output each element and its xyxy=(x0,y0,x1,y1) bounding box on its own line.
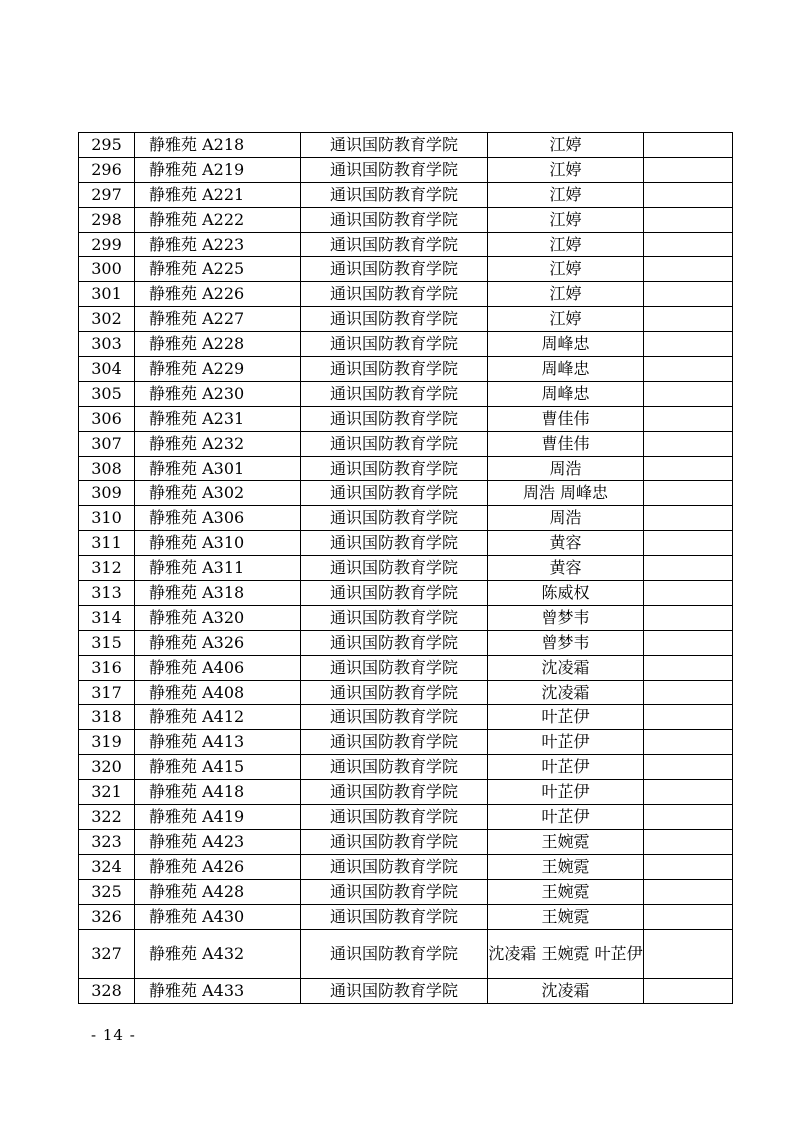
remarks-cell xyxy=(644,381,733,406)
remarks-cell xyxy=(644,332,733,357)
college-cell: 通识国防教育学院 xyxy=(301,879,488,904)
person-in-charge-cell: 江婷 xyxy=(488,157,644,182)
person-in-charge-cell: 江婷 xyxy=(488,207,644,232)
remarks-cell xyxy=(644,929,733,979)
remarks-cell xyxy=(644,257,733,282)
room-cell: 静雅苑 A428 xyxy=(135,879,301,904)
person-in-charge-cell: 周峰忠 xyxy=(488,381,644,406)
row-number-cell: 317 xyxy=(79,680,135,705)
table-row xyxy=(79,581,733,606)
college-cell: 通识国防教育学院 xyxy=(301,182,488,207)
college-cell: 通识国防教育学院 xyxy=(301,854,488,879)
row-number-cell: 323 xyxy=(79,829,135,854)
table-row xyxy=(79,431,733,456)
college-cell: 通识国防教育学院 xyxy=(301,157,488,182)
person-in-charge-cell: 周浩 xyxy=(488,456,644,481)
person-in-charge-cell: 周峰忠 xyxy=(488,332,644,357)
row-number-cell: 313 xyxy=(79,581,135,606)
remarks-cell xyxy=(644,854,733,879)
table-row xyxy=(79,904,733,929)
table-row xyxy=(79,829,733,854)
person-in-charge-cell: 周浩 xyxy=(488,506,644,531)
person-in-charge-cell: 王婉霓 xyxy=(488,829,644,854)
row-number-cell: 308 xyxy=(79,456,135,481)
remarks-cell xyxy=(644,307,733,332)
room-cell: 静雅苑 A219 xyxy=(135,157,301,182)
row-number-cell: 296 xyxy=(79,157,135,182)
table-row xyxy=(79,357,733,382)
table-row xyxy=(79,282,733,307)
person-in-charge-cell: 叶芷伊 xyxy=(488,755,644,780)
college-cell: 通识国防教育学院 xyxy=(301,133,488,158)
row-number-cell: 314 xyxy=(79,605,135,630)
table-row xyxy=(79,805,733,830)
table-row xyxy=(79,406,733,431)
person-in-charge-cell: 叶芷伊 xyxy=(488,730,644,755)
room-cell: 静雅苑 A310 xyxy=(135,531,301,556)
table-row xyxy=(79,780,733,805)
remarks-cell xyxy=(644,157,733,182)
person-in-charge-cell: 沈凌霜 王婉霓 叶芷伊 xyxy=(488,929,644,979)
table-row xyxy=(79,854,733,879)
remarks-cell xyxy=(644,182,733,207)
college-cell: 通识国防教育学院 xyxy=(301,481,488,506)
person-in-charge-cell: 叶芷伊 xyxy=(488,705,644,730)
remarks-cell xyxy=(644,655,733,680)
row-number-cell: 309 xyxy=(79,481,135,506)
college-cell: 通识国防教育学院 xyxy=(301,456,488,481)
table-row xyxy=(79,381,733,406)
roster-table-body xyxy=(79,133,733,1004)
row-number-cell: 312 xyxy=(79,556,135,581)
college-cell: 通识国防教育学院 xyxy=(301,705,488,730)
dormitory-roster-table xyxy=(78,132,733,1004)
table-row xyxy=(79,755,733,780)
room-cell: 静雅苑 A418 xyxy=(135,780,301,805)
remarks-cell xyxy=(644,232,733,257)
row-number-cell: 324 xyxy=(79,854,135,879)
table-row xyxy=(79,556,733,581)
college-cell: 通识国防教育学院 xyxy=(301,431,488,456)
college-cell: 通识国防教育学院 xyxy=(301,506,488,531)
room-cell: 静雅苑 A302 xyxy=(135,481,301,506)
table-row xyxy=(79,879,733,904)
person-in-charge-cell: 黄容 xyxy=(488,531,644,556)
row-number-cell: 295 xyxy=(79,133,135,158)
room-cell: 静雅苑 A406 xyxy=(135,655,301,680)
remarks-cell xyxy=(644,805,733,830)
remarks-cell xyxy=(644,531,733,556)
row-number-cell: 298 xyxy=(79,207,135,232)
college-cell: 通识国防教育学院 xyxy=(301,406,488,431)
room-cell: 静雅苑 A306 xyxy=(135,506,301,531)
remarks-cell xyxy=(644,406,733,431)
row-number-cell: 319 xyxy=(79,730,135,755)
room-cell: 静雅苑 A229 xyxy=(135,357,301,382)
person-in-charge-cell: 王婉霓 xyxy=(488,879,644,904)
room-cell: 静雅苑 A226 xyxy=(135,282,301,307)
row-number-cell: 326 xyxy=(79,904,135,929)
person-in-charge-cell: 江婷 xyxy=(488,282,644,307)
room-cell: 静雅苑 A301 xyxy=(135,456,301,481)
room-cell: 静雅苑 A223 xyxy=(135,232,301,257)
remarks-cell xyxy=(644,705,733,730)
remarks-cell xyxy=(644,605,733,630)
college-cell: 通识国防教育学院 xyxy=(301,282,488,307)
table-row xyxy=(79,481,733,506)
room-cell: 静雅苑 A228 xyxy=(135,332,301,357)
room-cell: 静雅苑 A218 xyxy=(135,133,301,158)
row-number-cell: 303 xyxy=(79,332,135,357)
row-number-cell: 322 xyxy=(79,805,135,830)
room-cell: 静雅苑 A419 xyxy=(135,805,301,830)
remarks-cell xyxy=(644,357,733,382)
room-cell: 静雅苑 A430 xyxy=(135,904,301,929)
remarks-cell xyxy=(644,556,733,581)
remarks-cell xyxy=(644,780,733,805)
person-in-charge-cell: 曾梦韦 xyxy=(488,605,644,630)
person-in-charge-cell: 叶芷伊 xyxy=(488,780,644,805)
remarks-cell xyxy=(644,456,733,481)
person-in-charge-cell: 曹佳伟 xyxy=(488,406,644,431)
remarks-cell xyxy=(644,133,733,158)
remarks-cell xyxy=(644,979,733,1004)
remarks-cell xyxy=(644,879,733,904)
row-number-cell: 315 xyxy=(79,630,135,655)
college-cell: 通识国防教育学院 xyxy=(301,531,488,556)
table-row xyxy=(79,456,733,481)
room-cell: 静雅苑 A230 xyxy=(135,381,301,406)
person-in-charge-cell: 曾梦韦 xyxy=(488,630,644,655)
person-in-charge-cell: 陈威权 xyxy=(488,581,644,606)
room-cell: 静雅苑 A415 xyxy=(135,755,301,780)
college-cell: 通识国防教育学院 xyxy=(301,257,488,282)
row-number-cell: 301 xyxy=(79,282,135,307)
room-cell: 静雅苑 A231 xyxy=(135,406,301,431)
person-in-charge-cell: 王婉霓 xyxy=(488,854,644,879)
table-row xyxy=(79,531,733,556)
college-cell: 通识国防教育学院 xyxy=(301,680,488,705)
table-row xyxy=(79,157,733,182)
remarks-cell xyxy=(644,207,733,232)
person-in-charge-cell: 沈凌霜 xyxy=(488,655,644,680)
college-cell: 通识国防教育学院 xyxy=(301,556,488,581)
college-cell: 通识国防教育学院 xyxy=(301,581,488,606)
college-cell: 通识国防教育学院 xyxy=(301,780,488,805)
row-number-cell: 297 xyxy=(79,182,135,207)
table-row xyxy=(79,680,733,705)
remarks-cell xyxy=(644,506,733,531)
table-row xyxy=(79,307,733,332)
college-cell: 通识国防教育学院 xyxy=(301,979,488,1004)
room-cell: 静雅苑 A433 xyxy=(135,979,301,1004)
college-cell: 通识国防教育学院 xyxy=(301,829,488,854)
college-cell: 通识国防教育学院 xyxy=(301,307,488,332)
row-number-cell: 305 xyxy=(79,381,135,406)
row-number-cell: 321 xyxy=(79,780,135,805)
table-row xyxy=(79,979,733,1004)
college-cell: 通识国防教育学院 xyxy=(301,630,488,655)
remarks-cell xyxy=(644,431,733,456)
room-cell: 静雅苑 A232 xyxy=(135,431,301,456)
room-cell: 静雅苑 A221 xyxy=(135,182,301,207)
room-cell: 静雅苑 A227 xyxy=(135,307,301,332)
row-number-cell: 304 xyxy=(79,357,135,382)
remarks-cell xyxy=(644,680,733,705)
row-number-cell: 310 xyxy=(79,506,135,531)
person-in-charge-cell: 江婷 xyxy=(488,232,644,257)
table-row xyxy=(79,232,733,257)
row-number-cell: 307 xyxy=(79,431,135,456)
college-cell: 通识国防教育学院 xyxy=(301,929,488,979)
row-number-cell: 320 xyxy=(79,755,135,780)
table-row xyxy=(79,630,733,655)
room-cell: 静雅苑 A320 xyxy=(135,605,301,630)
row-number-cell: 299 xyxy=(79,232,135,257)
row-number-cell: 316 xyxy=(79,655,135,680)
college-cell: 通识国防教育学院 xyxy=(301,904,488,929)
room-cell: 静雅苑 A326 xyxy=(135,630,301,655)
remarks-cell xyxy=(644,630,733,655)
row-number-cell: 318 xyxy=(79,705,135,730)
page-number: - 14 - xyxy=(91,1026,136,1044)
person-in-charge-cell: 王婉霓 xyxy=(488,904,644,929)
room-cell: 静雅苑 A426 xyxy=(135,854,301,879)
room-cell: 静雅苑 A423 xyxy=(135,829,301,854)
room-cell: 静雅苑 A432 xyxy=(135,929,301,979)
remarks-cell xyxy=(644,581,733,606)
row-number-cell: 302 xyxy=(79,307,135,332)
remarks-cell xyxy=(644,829,733,854)
college-cell: 通识国防教育学院 xyxy=(301,357,488,382)
college-cell: 通识国防教育学院 xyxy=(301,655,488,680)
table-row xyxy=(79,182,733,207)
room-cell: 静雅苑 A413 xyxy=(135,730,301,755)
room-cell: 静雅苑 A225 xyxy=(135,257,301,282)
person-in-charge-cell: 黄容 xyxy=(488,556,644,581)
person-in-charge-cell: 周峰忠 xyxy=(488,357,644,382)
person-in-charge-cell: 叶芷伊 xyxy=(488,805,644,830)
remarks-cell xyxy=(644,755,733,780)
person-in-charge-cell: 江婷 xyxy=(488,133,644,158)
room-cell: 静雅苑 A408 xyxy=(135,680,301,705)
room-cell: 静雅苑 A318 xyxy=(135,581,301,606)
room-cell: 静雅苑 A222 xyxy=(135,207,301,232)
row-number-cell: 328 xyxy=(79,979,135,1004)
remarks-cell xyxy=(644,481,733,506)
person-in-charge-cell: 周浩 周峰忠 xyxy=(488,481,644,506)
person-in-charge-cell: 曹佳伟 xyxy=(488,431,644,456)
table-row xyxy=(79,506,733,531)
remarks-cell xyxy=(644,282,733,307)
person-in-charge-cell: 江婷 xyxy=(488,257,644,282)
table-row xyxy=(79,605,733,630)
person-in-charge-cell: 沈凌霜 xyxy=(488,979,644,1004)
college-cell: 通识国防教育学院 xyxy=(301,605,488,630)
table-row xyxy=(79,332,733,357)
room-cell: 静雅苑 A412 xyxy=(135,705,301,730)
table-row xyxy=(79,730,733,755)
college-cell: 通识国防教育学院 xyxy=(301,232,488,257)
table-row xyxy=(79,257,733,282)
table-row xyxy=(79,655,733,680)
table-row xyxy=(79,705,733,730)
remarks-cell xyxy=(644,730,733,755)
table-row xyxy=(79,929,733,979)
person-in-charge-cell: 沈凌霜 xyxy=(488,680,644,705)
row-number-cell: 325 xyxy=(79,879,135,904)
college-cell: 通识国防教育学院 xyxy=(301,381,488,406)
row-number-cell: 300 xyxy=(79,257,135,282)
person-in-charge-cell: 江婷 xyxy=(488,182,644,207)
table-row xyxy=(79,133,733,158)
remarks-cell xyxy=(644,904,733,929)
college-cell: 通识国防教育学院 xyxy=(301,730,488,755)
person-in-charge-cell: 江婷 xyxy=(488,307,644,332)
table-row xyxy=(79,207,733,232)
college-cell: 通识国防教育学院 xyxy=(301,805,488,830)
college-cell: 通识国防教育学院 xyxy=(301,207,488,232)
college-cell: 通识国防教育学院 xyxy=(301,332,488,357)
college-cell: 通识国防教育学院 xyxy=(301,755,488,780)
room-cell: 静雅苑 A311 xyxy=(135,556,301,581)
row-number-cell: 327 xyxy=(79,929,135,979)
row-number-cell: 306 xyxy=(79,406,135,431)
row-number-cell: 311 xyxy=(79,531,135,556)
